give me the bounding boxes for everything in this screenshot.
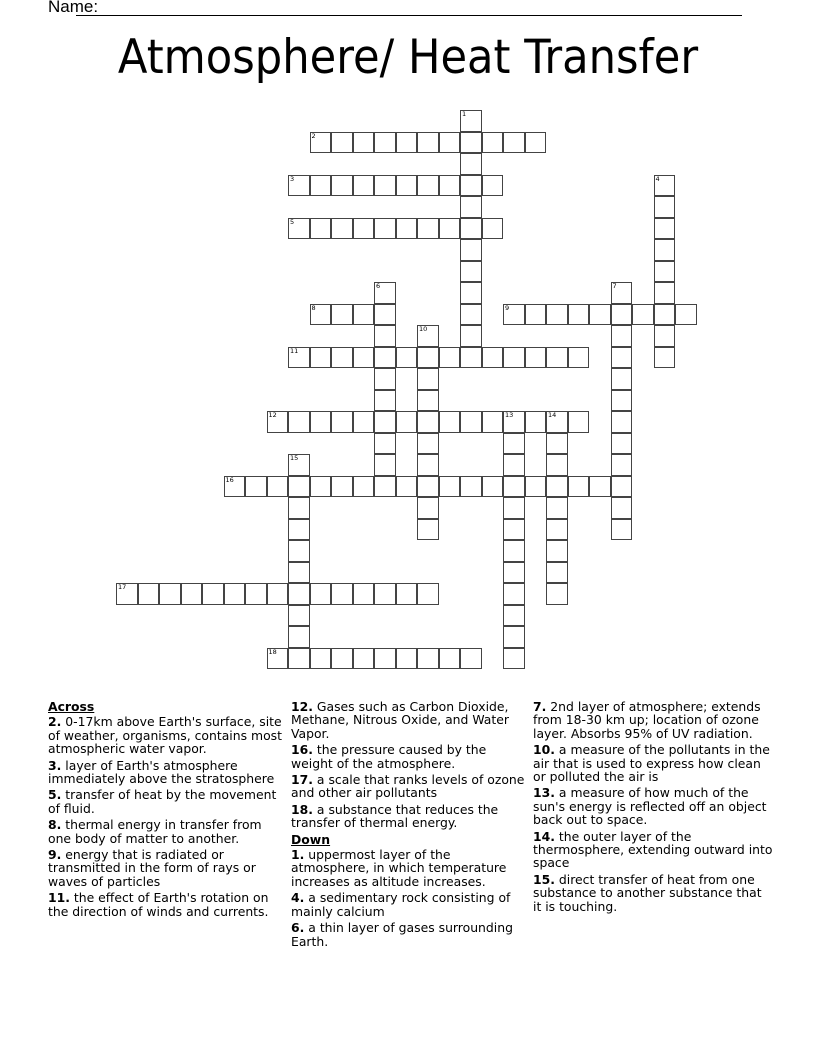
grid-cell[interactable] <box>353 476 375 498</box>
grid-cell[interactable] <box>288 175 310 197</box>
grid-cell[interactable] <box>611 325 633 347</box>
grid-cell[interactable] <box>589 304 611 326</box>
grid-cell[interactable] <box>460 239 482 261</box>
grid-cell[interactable] <box>503 519 525 541</box>
grid-cell[interactable] <box>417 411 439 433</box>
grid-cell[interactable] <box>288 218 310 240</box>
grid-cell[interactable] <box>525 347 547 369</box>
clue-across-18: 18. a substance that reduces the transfer of thermal energy. <box>291 801 499 831</box>
grid-cell[interactable] <box>310 411 332 433</box>
grid-cell[interactable] <box>611 519 633 541</box>
clue-number: 13 <box>505 411 514 419</box>
grid-cell[interactable] <box>288 540 310 562</box>
down-heading: Down <box>291 831 331 847</box>
grid-cell[interactable] <box>374 368 396 390</box>
grid-cell[interactable] <box>417 218 439 240</box>
clue-number: 16 <box>225 475 234 484</box>
grid-cell[interactable] <box>611 454 633 476</box>
clue-number: 14 <box>548 411 557 419</box>
grid-cell[interactable] <box>525 476 547 498</box>
grid-cell[interactable] <box>224 476 246 498</box>
grid-cell[interactable] <box>568 476 590 498</box>
grid-cell[interactable] <box>460 218 482 240</box>
grid-cell[interactable] <box>374 454 396 476</box>
grid-cell[interactable] <box>460 411 482 433</box>
grid-cell[interactable] <box>116 583 138 605</box>
grid-cell[interactable] <box>503 583 525 605</box>
grid-cell[interactable] <box>374 218 396 240</box>
clue-across-12: 12. Gases such as Carbon Dioxide, Methane, Nitrous Oxide, and Water Vapor. <box>291 699 509 741</box>
grid-cell[interactable] <box>159 583 181 605</box>
grid-cell[interactable] <box>267 583 289 605</box>
clue-number: 15 <box>290 454 299 462</box>
grid-cell[interactable] <box>654 218 676 240</box>
grid-cell[interactable] <box>353 411 375 433</box>
grid-cell[interactable] <box>202 583 224 605</box>
grid-cell[interactable] <box>374 648 396 670</box>
grid-cell[interactable] <box>396 648 418 670</box>
grid-cell[interactable] <box>353 347 375 369</box>
grid-cell[interactable] <box>675 304 697 326</box>
clue-number: 10 <box>419 325 428 333</box>
grid-cell[interactable] <box>374 325 396 347</box>
page-title: Atmosphere/ Heat Transfer <box>117 30 699 85</box>
grid-cell[interactable] <box>439 218 461 240</box>
grid-cell[interactable] <box>396 347 418 369</box>
grid-cell[interactable] <box>525 411 547 433</box>
grid-cell[interactable] <box>460 175 482 197</box>
grid-cell[interactable] <box>503 411 525 433</box>
grid-cell[interactable] <box>482 132 504 154</box>
grid-cell[interactable] <box>546 304 568 326</box>
grid-cell[interactable] <box>546 411 568 433</box>
grid-cell[interactable] <box>331 476 353 498</box>
grid-cell[interactable] <box>611 411 633 433</box>
grid-cell[interactable] <box>353 304 375 326</box>
clue-down-14: 14. the outer layer of the thermosphere, extending outward into space <box>533 828 773 871</box>
grid-cell[interactable] <box>417 454 439 476</box>
grid-cell[interactable] <box>546 583 568 605</box>
grid-cell[interactable] <box>267 648 289 670</box>
grid-cell[interactable] <box>396 476 418 498</box>
clue-number: 6 <box>376 282 381 290</box>
grid-cell[interactable] <box>503 540 525 562</box>
clue-number: 2 <box>311 131 316 140</box>
grid-cell[interactable] <box>374 476 396 498</box>
clue-down-15: 15. direct transfer of heat from one substance to another substance that it is touching. <box>533 871 762 914</box>
grid-cell[interactable] <box>417 368 439 390</box>
grid-cell[interactable] <box>374 347 396 369</box>
grid-cell[interactable] <box>654 325 676 347</box>
clue-across-5: 5. transfer of heat by the movement of fluid. <box>48 787 277 816</box>
grid-cell[interactable] <box>374 583 396 605</box>
grid-cell[interactable] <box>546 497 568 519</box>
grid-cell[interactable] <box>460 476 482 498</box>
grid-cell[interactable] <box>396 175 418 197</box>
clue-across-2: 2. 0-17km above Earth's surface, site of weather, organisms, contains most atmospheric water vapor. <box>48 714 282 757</box>
grid-cell[interactable] <box>353 583 375 605</box>
clue-down-1: 1. uppermost layer of the atmosphere, in which temperature increases as altitude increases. <box>291 847 507 889</box>
grid-cell[interactable] <box>482 218 504 240</box>
grid-cell[interactable] <box>288 497 310 519</box>
grid-cell[interactable] <box>654 261 676 283</box>
grid-cell[interactable] <box>439 648 461 670</box>
grid-cell[interactable] <box>503 476 525 498</box>
grid-cell[interactable] <box>331 583 353 605</box>
grid-cell[interactable] <box>310 648 332 670</box>
grid-cell[interactable] <box>331 175 353 197</box>
clue-number: 1 <box>462 110 467 118</box>
grid-cell[interactable] <box>611 282 633 304</box>
grid-cell[interactable] <box>288 605 310 627</box>
grid-cell[interactable] <box>632 304 654 326</box>
grid-cell[interactable] <box>503 562 525 584</box>
grid-cell[interactable] <box>546 540 568 562</box>
grid-cell[interactable] <box>310 583 332 605</box>
clue-across-16: 16. the pressure caused by the weight of the atmosphere. <box>291 742 487 771</box>
grid-cell[interactable] <box>374 175 396 197</box>
grid-cell[interactable] <box>611 433 633 455</box>
clue-number: 11 <box>290 346 299 355</box>
grid-cell[interactable] <box>503 648 525 670</box>
grid-cell[interactable] <box>288 411 310 433</box>
clue-down-7: 7. 2nd layer of atmosphere; extends from 18-30 km up; location of ozone layer. Absorbs 95% of UV radiation. <box>533 699 761 741</box>
clue-across-11: 11. the effect of Earth's rotation on the direction of winds and currents. <box>48 890 269 919</box>
across-heading: Across <box>48 699 95 714</box>
clue-down-10: 10. a measure of the pollutants in the air that is used to express how clean or polluted the air is <box>533 742 770 785</box>
grid-cell[interactable] <box>460 110 482 132</box>
grid-cell[interactable] <box>654 196 676 218</box>
grid-cell[interactable] <box>245 476 267 498</box>
grid-cell[interactable] <box>331 218 353 240</box>
grid-cell[interactable] <box>396 583 418 605</box>
clues-column-2 <box>291 700 526 951</box>
grid-cell[interactable] <box>288 519 310 541</box>
grid-cell[interactable] <box>482 476 504 498</box>
grid-cell[interactable] <box>546 476 568 498</box>
grid-cell[interactable] <box>654 347 676 369</box>
grid-cell[interactable] <box>288 648 310 670</box>
grid-cell[interactable] <box>546 347 568 369</box>
clue-number: 12 <box>268 411 277 419</box>
clue-number: 3 <box>290 174 295 183</box>
grid-cell[interactable] <box>611 497 633 519</box>
grid-cell[interactable] <box>439 347 461 369</box>
grid-cell[interactable] <box>417 390 439 412</box>
grid-cell[interactable] <box>417 583 439 605</box>
grid-cell[interactable] <box>417 497 439 519</box>
grid-cell[interactable] <box>417 648 439 670</box>
grid-cell[interactable] <box>267 411 289 433</box>
grid-cell[interactable] <box>654 282 676 304</box>
grid-cell[interactable] <box>460 261 482 283</box>
grid-cell[interactable] <box>353 132 375 154</box>
grid-cell[interactable] <box>439 175 461 197</box>
grid-cell[interactable] <box>503 626 525 648</box>
grid-cell[interactable] <box>546 433 568 455</box>
grid-cell[interactable] <box>417 132 439 154</box>
grid-cell[interactable] <box>482 411 504 433</box>
name-label: Name: <box>48 0 99 16</box>
grid-cell[interactable] <box>288 626 310 648</box>
grid-cell[interactable] <box>546 519 568 541</box>
grid-cell[interactable] <box>374 390 396 412</box>
grid-cell[interactable] <box>503 605 525 627</box>
grid-cell[interactable] <box>546 454 568 476</box>
grid-cell[interactable] <box>310 175 332 197</box>
grid-cell[interactable] <box>611 390 633 412</box>
grid-cell[interactable] <box>568 347 590 369</box>
grid-cell[interactable] <box>482 347 504 369</box>
grid-cell[interactable] <box>331 347 353 369</box>
grid-cell[interactable] <box>525 132 547 154</box>
grid-cell[interactable] <box>460 153 482 175</box>
grid-cell[interactable] <box>310 476 332 498</box>
grid-cell[interactable] <box>181 583 203 605</box>
grid-cell[interactable] <box>460 282 482 304</box>
grid-cell[interactable] <box>374 132 396 154</box>
clue-number: 9 <box>505 303 510 312</box>
grid-cell[interactable] <box>503 347 525 369</box>
grid-cell[interactable] <box>460 304 482 326</box>
clue-number: 18 <box>268 647 277 656</box>
grid-cell[interactable] <box>654 304 676 326</box>
grid-cell[interactable] <box>417 347 439 369</box>
grid-cell[interactable] <box>460 196 482 218</box>
clue-across-8: 8. thermal energy in transfer from one body of matter to another. <box>48 817 262 846</box>
grid-cell[interactable] <box>374 433 396 455</box>
grid-cell[interactable] <box>417 433 439 455</box>
grid-cell[interactable] <box>654 175 676 197</box>
grid-cell[interactable] <box>546 562 568 584</box>
grid-cell[interactable] <box>417 175 439 197</box>
grid-cell[interactable] <box>460 132 482 154</box>
grid-cell[interactable] <box>503 497 525 519</box>
clue-down-6: 6. a thin layer of gases surrounding Earth. <box>291 920 513 949</box>
grid-cell[interactable] <box>611 368 633 390</box>
grid-cell[interactable] <box>353 218 375 240</box>
grid-cell[interactable] <box>460 347 482 369</box>
grid-cell[interactable] <box>611 347 633 369</box>
grid-cell[interactable] <box>482 175 504 197</box>
grid-cell[interactable] <box>460 648 482 670</box>
grid-cell[interactable] <box>267 476 289 498</box>
clue-number: 8 <box>311 303 316 312</box>
grid-cell[interactable] <box>568 304 590 326</box>
grid-cell[interactable] <box>331 648 353 670</box>
grid-cell[interactable] <box>654 239 676 261</box>
grid-cell[interactable] <box>417 519 439 541</box>
grid-cell[interactable] <box>288 347 310 369</box>
grid-cell[interactable] <box>374 411 396 433</box>
grid-cell[interactable] <box>439 411 461 433</box>
grid-cell[interactable] <box>460 325 482 347</box>
grid-cell[interactable] <box>310 304 332 326</box>
grid-cell[interactable] <box>374 304 396 326</box>
grid-cell[interactable] <box>396 218 418 240</box>
clue-number: 5 <box>290 217 295 226</box>
grid-cell[interactable] <box>331 304 353 326</box>
clue-across-9: 9. energy that is radiated or transmitted in the form of rays or waves of particles <box>48 847 256 889</box>
grid-cell[interactable] <box>331 132 353 154</box>
clue-across-3: 3. layer of Earth's atmosphere immediately above the stratosphere <box>48 757 275 787</box>
grid-cell[interactable] <box>503 132 525 154</box>
grid-cell[interactable] <box>439 132 461 154</box>
grid-cell[interactable] <box>417 476 439 498</box>
grid-cell[interactable] <box>353 648 375 670</box>
grid-cell[interactable] <box>503 454 525 476</box>
grid-cell[interactable] <box>611 304 633 326</box>
grid-cell[interactable] <box>439 476 461 498</box>
grid-cell[interactable] <box>245 583 267 605</box>
grid-cell[interactable] <box>138 583 160 605</box>
clue-number: 7 <box>612 282 617 290</box>
grid-cell[interactable] <box>310 218 332 240</box>
grid-cell[interactable] <box>611 476 633 498</box>
clues-column-3 <box>533 700 773 916</box>
grid-cell[interactable] <box>224 583 246 605</box>
grid-cell[interactable] <box>503 433 525 455</box>
clue-number: 4 <box>655 174 660 183</box>
clue-down-13: 13. a measure of how much of the sun's energy is reflected off an object back out to space. <box>533 785 767 828</box>
clue-number: 17 <box>118 583 127 591</box>
grid-cell[interactable] <box>417 325 439 347</box>
clues-column-1 <box>48 700 283 921</box>
clue-down-4: 4. a sedimentary rock consisting of mainly calcium <box>291 890 511 919</box>
grid-cell[interactable] <box>310 132 332 154</box>
grid-cell[interactable] <box>288 476 310 498</box>
grid-cell[interactable] <box>288 583 310 605</box>
grid-cell[interactable] <box>503 304 525 326</box>
grid-cell[interactable] <box>288 562 310 584</box>
grid-cell[interactable] <box>589 476 611 498</box>
grid-cell[interactable] <box>568 411 590 433</box>
grid-cell[interactable] <box>331 411 353 433</box>
clue-across-17: 17. a scale that ranks levels of ozone and other air pollutants <box>291 772 525 801</box>
grid-cell[interactable] <box>525 304 547 326</box>
name-field[interactable] <box>76 15 742 16</box>
grid-cell[interactable] <box>396 132 418 154</box>
grid-cell[interactable] <box>310 347 332 369</box>
grid-cell[interactable] <box>288 454 310 476</box>
grid-cell[interactable] <box>396 411 418 433</box>
grid-cell[interactable] <box>374 282 396 304</box>
grid-cell[interactable] <box>353 175 375 197</box>
